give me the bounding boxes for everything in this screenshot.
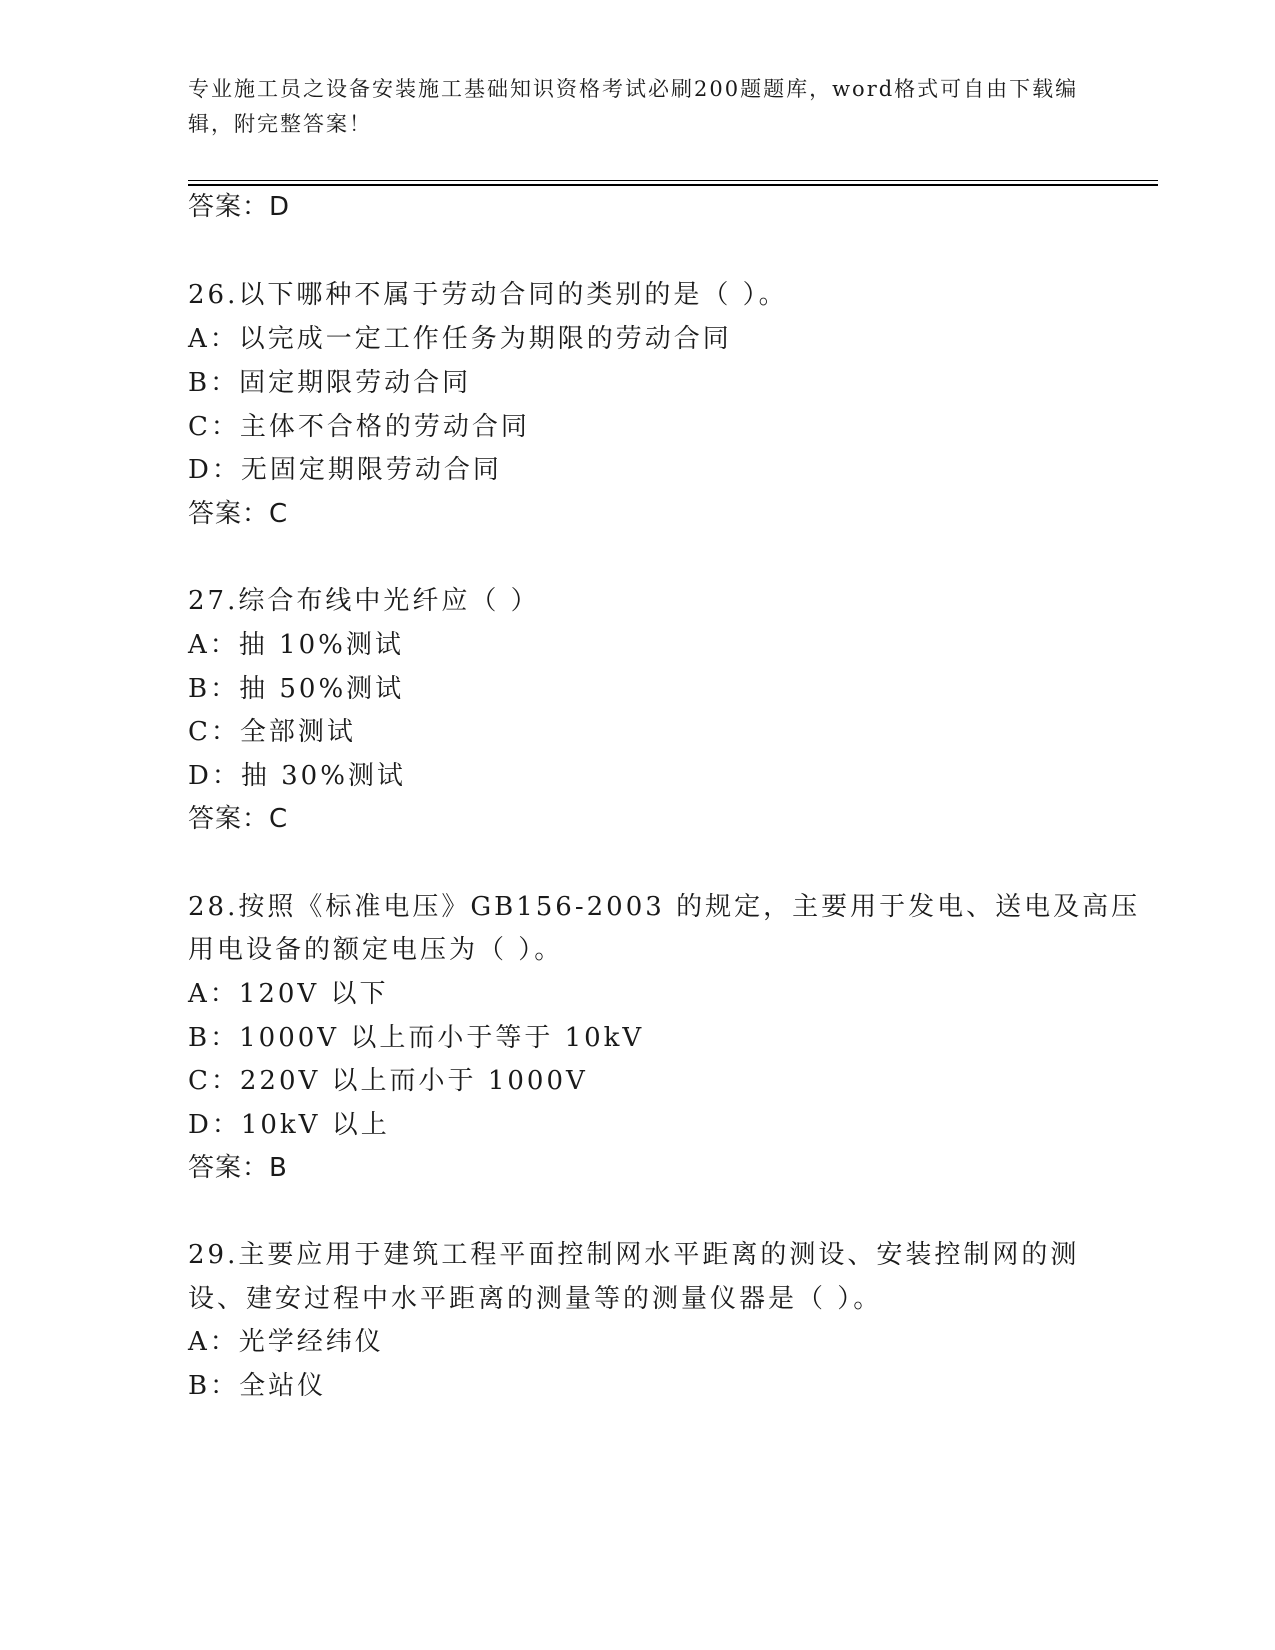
question-26-option-d: D：无固定期限劳动合同 — [188, 455, 502, 485]
question-27-text: 27.综合布线中光纤应（ ） — [188, 586, 540, 616]
question-26-text: 26.以下哪种不属于劳动合同的类别的是（ ）。 — [188, 280, 788, 310]
header-rule-thick — [188, 184, 1158, 186]
document-header: 专业施工员之设备安装施工基础知识资格考试必刷200题题库，word格式可自由下载编辑，附完整答案！ — [188, 77, 1079, 136]
question-28-text-line-1: 28.按照《标准电压》GB156-2003 的规定，主要用于发电、送电及高压 — [188, 892, 1141, 922]
question-27-answer: 答案：C — [188, 804, 289, 834]
question-26-option-b: B：固定期限劳动合同 — [188, 368, 472, 398]
question-26-answer: 答案：C — [188, 499, 289, 529]
question-28-option-c: C：220V 以上而小于 1000V — [188, 1066, 588, 1096]
question-28-option-a: A：120V 以下 — [188, 979, 389, 1009]
question-27-option-b: B：抽 50%测试 — [188, 674, 405, 704]
previous-answer: 答案：D — [188, 192, 291, 222]
question-29-option-b: B：全站仪 — [188, 1371, 327, 1401]
question-26-option-a: A：以完成一定工作任务为期限的劳动合同 — [188, 324, 732, 354]
header-rule-thin — [188, 180, 1158, 181]
question-27-option-d: D：抽 30%测试 — [188, 761, 406, 791]
question-26-option-c: C：主体不合格的劳动合同 — [188, 412, 530, 442]
question-29-text-line-2: 设、建安过程中水平距离的测量等的测量仪器是（ ）。 — [188, 1284, 883, 1314]
question-27-option-c: C：全部测试 — [188, 717, 356, 747]
question-27-option-a: A：抽 10%测试 — [188, 630, 404, 660]
question-28-answer: 答案：B — [188, 1153, 288, 1183]
question-28-text-line-2: 用电设备的额定电压为（ ）。 — [188, 935, 564, 965]
question-28-option-b: B：1000V 以上而小于等于 10kV — [188, 1023, 645, 1053]
question-29-text-line-1: 29.主要应用于建筑工程平面控制网水平距离的测设、安装控制网的测 — [188, 1240, 1080, 1270]
question-29-option-a: A：光学经纬仪 — [188, 1327, 384, 1357]
question-28-option-d: D：10kV 以上 — [188, 1110, 390, 1140]
